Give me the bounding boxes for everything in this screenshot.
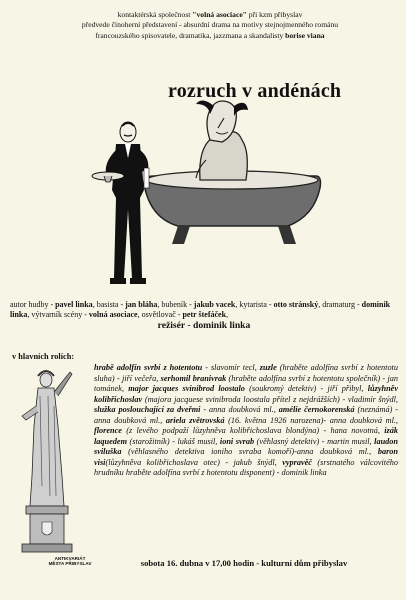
intro-line-2: předvede činoherní představení - absurdní drama na motivy stejnojmenného románu [81,20,339,30]
cast-role: ioni svrab [219,436,255,446]
roles-heading: v hlavních rolích: [12,352,75,361]
cast-actor: (majora jacquese svinibroda loostala přítel z nejdrážších) - vladimír šnýdl, [142,394,398,404]
cast-actor: (srstnatého válcovitého hrudníku hraběte adolfína svrbí z hotentotu disponent) - dominik linka [94,457,398,478]
credits: autor hudby - pavel linka, basista - jan bláha, bubeník - jakub vacek, kytarista - otto stránský, dramaturg - dominik linka, výtvarník scény - volná asociace, osvětlovač - petr štefáček, režisér - dominik linka [10,300,398,331]
cast-role: amélie černokorenská [278,405,355,415]
director-credit: režisér - dominik linka [157,320,251,331]
intro-line-3: francouzského spisovatele, dramatika, jazzmana a skandalisty borise viana [95,30,325,40]
cast-role: vypravěč [282,457,312,467]
cast-actor: - slavomír tecl, [202,363,260,372]
cast-role: laudon sviluška [94,436,398,457]
cast-actor: (16. května 1926 narozena)- anna doubková ml., [224,415,398,425]
play-title: rozruch v andénách [168,80,342,102]
cast-role: serhomil branivrak [160,373,227,383]
cast-actor: (věhlasný detektiv) - martin musil, [254,436,375,446]
cast-role: ariela zvětrovská [165,415,225,425]
statue-illustration [12,366,82,586]
cast-role: florence [94,426,122,436]
cast-role: baron visi [94,447,398,467]
cast-actor: (soukromý detektiv) - jiří přibyl, [244,384,368,394]
cast-role: major jacques svinibrod loostalo [128,384,245,394]
cast-actor: (hraběte adolfína svrbí z hotentotu sluha) - jiří večeřa, [94,363,398,383]
cast-list [94,363,398,479]
intro-text [30,10,390,41]
waiter-illustration [88,118,166,294]
cast-role: služka poslouchající za dveřmi [94,405,201,415]
cast-actor: (neznámá) - anna doubková ml., [94,405,398,425]
crest-text: ANTIKVARIÁT MĚSTA PŘIBYSLAV [48,556,92,567]
cast-role: zuzle [259,363,277,372]
cast-role: hrabě adolfín svrbí z hotentotu [94,363,203,372]
intro-line-1: kontaktérská společnost "volná asociace" při kzm přibyslav [117,10,303,19]
cast-role: izák laquedem [94,426,398,446]
cast-actor: (lůzyhněva kolibřichoslava otec) - jakub šnýdl, [105,457,283,467]
performance-date: sobota 16. dubna v 17,00 hodin - kulturní dům přibyslav [140,558,348,568]
cast-actor: (z levého podpaží lůzyhněva kolibřichoslava blondýna) - hana novotná, [121,426,385,436]
cast-role: lůzyhněv kolibřichoslav [94,384,398,404]
cast-actor: - anna doubková ml., [200,405,279,415]
cast-actor: (starožitník) - lukáš musil, [127,436,220,446]
cast-actor: (hraběte adolfína svrbí z hotentotu společník) - jan tománek, [94,373,398,394]
cast-actor: (věhlasného detektiva ioniho svraba komoří)-anna doubková ml., [121,447,378,457]
